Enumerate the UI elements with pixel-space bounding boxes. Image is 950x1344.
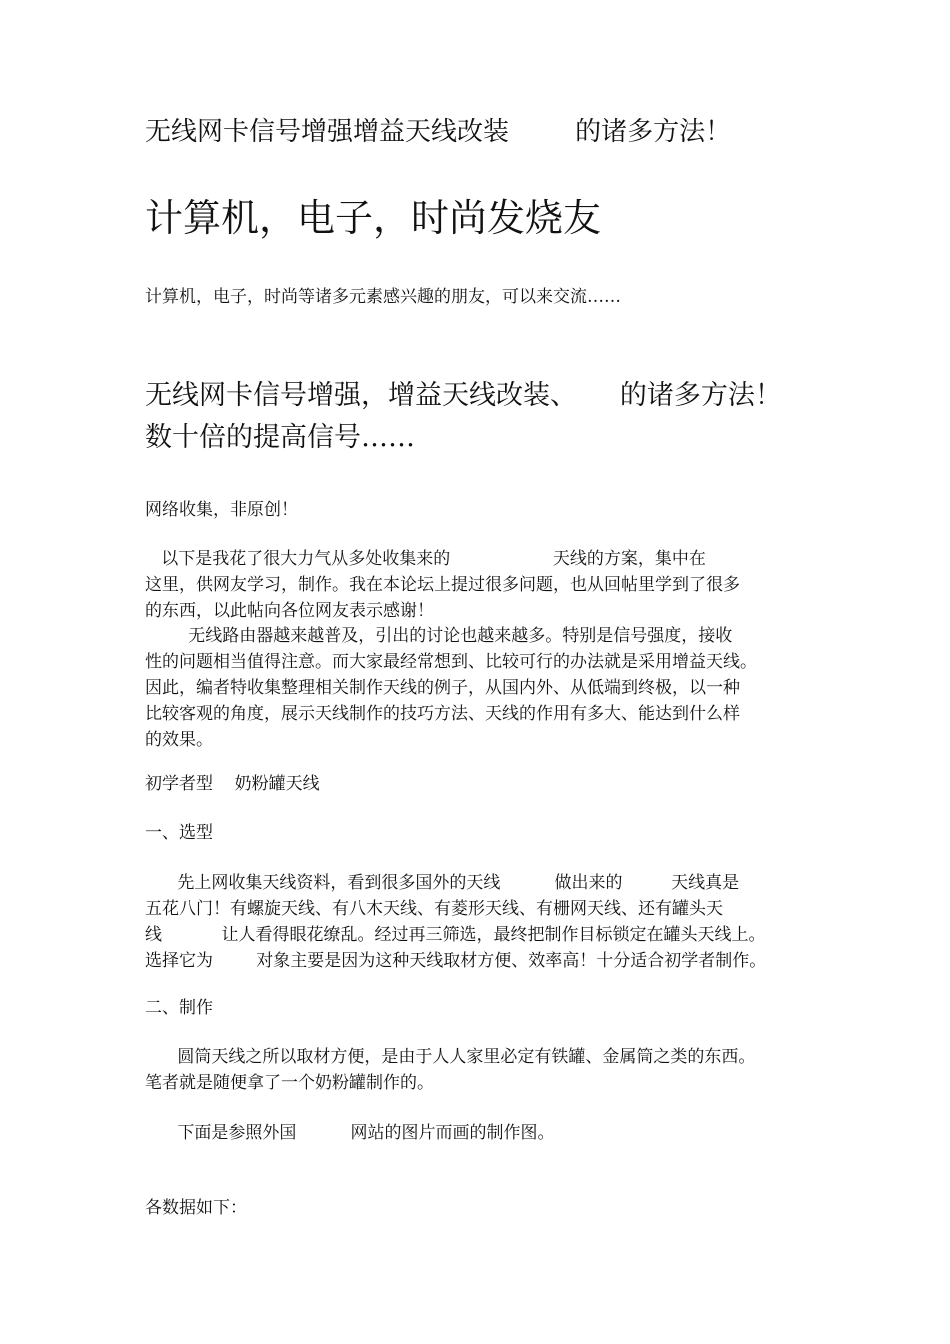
router-line-3: 因此，编者特收集整理相关制作天线的例子，从国内外、从低端到终极，以一种 — [145, 678, 740, 698]
section-heading-make-text: 二、制作 — [145, 998, 213, 1018]
section-heading-select — [145, 820, 810, 846]
select-line-1: 先上网收集天线资料，看到很多国外的天线 做出来的 天线真是 — [145, 873, 740, 893]
section-heading-beginner — [145, 771, 810, 797]
document-title: 无线网卡信号增强增益天线改装 的诸多方法！ — [145, 117, 732, 147]
select-paragraph — [145, 870, 810, 974]
router-line-4: 比较客观的角度，展示天线制作的技巧方法、天线的作用有多大、能达到什么样 — [145, 704, 740, 724]
router-paragraph — [145, 623, 810, 753]
blog-subtitle: 计算机，电子，时尚等诸多元素感兴趣的朋友，可以来交流…… — [145, 287, 621, 307]
section-heading-select-text: 一、选型 — [145, 823, 213, 843]
post-title-line-1: 无线网卡信号增强，增益天线改装、 的诸多方法！ — [145, 380, 782, 411]
select-line-2: 五花八门！有螺旋天线、有八木天线、有菱形天线、有栅网天线、还有罐头天 — [145, 899, 723, 919]
make-paragraph — [145, 1044, 810, 1096]
post-title-line-2: 数十倍的提高信号…… — [145, 422, 415, 453]
router-line-2: 性的问题相当值得注意。而大家最经常想到、比较可行的办法就是采用增益天线。 — [145, 652, 757, 672]
intro-paragraph — [145, 546, 810, 624]
router-line-5: 的效果。 — [145, 730, 213, 750]
make-line-2: 笔者就是随便拿了一个奶粉罐制作的。 — [145, 1073, 434, 1093]
section-heading-beginner-text: 初学者型 奶粉罐天线 — [145, 774, 320, 794]
post-title — [145, 375, 825, 459]
select-line-3: 线 让人看得眼花缭乱。经过再三筛选，最终把制作目标锁定在罐头天线上。 — [145, 925, 766, 945]
figure-line: 下面是参照外国 网站的图片而画的制作图。 — [145, 1123, 555, 1143]
intro-line-1: 以下是我花了很大力气从多处收集来的 天线的方案，集中在 — [145, 549, 706, 569]
source-note-text: 网络收集，非原创！ — [145, 500, 298, 520]
data-paragraph — [145, 1195, 810, 1221]
figure-paragraph — [145, 1120, 810, 1146]
intro-line-2: 这里，供网友学习，制作。我在本论坛上提过很多问题，也从回帖里学到了很多 — [145, 575, 740, 595]
section-heading-make — [145, 995, 810, 1021]
router-line-1: 无线路由器越来越普及，引出的讨论也越来越多。特别是信号强度，接收 — [145, 626, 733, 646]
source-note — [145, 497, 810, 523]
data-line: 各数据如下： — [145, 1198, 247, 1218]
intro-line-3: 的东西，以此帖向各位网友表示感谢！ — [145, 601, 434, 621]
select-line-4: 选择它为 对象主要是因为这种天线取材方便、效率高！十分适合初学者制作。 — [145, 951, 767, 971]
blog-title: 计算机，电子，时尚发烧友 — [145, 196, 602, 240]
make-line-1: 圆筒天线之所以取材方便，是由于人人家里必定有铁罐、金属筒之类的东西。 — [145, 1047, 756, 1067]
